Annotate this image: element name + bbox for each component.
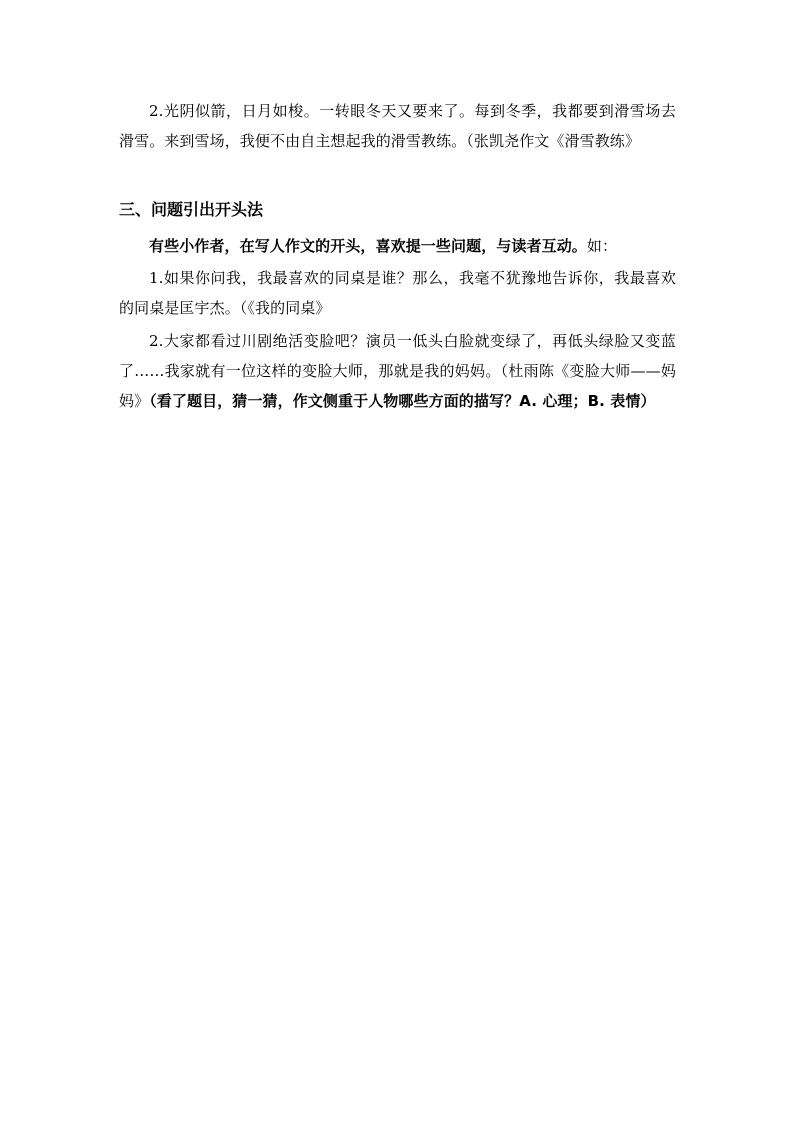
paragraph-text: 2.光阴似箭，日月如梭。一转眼冬天又要来了。每到冬季，我都要到滑雪场去滑雪。来到雪场，我便不由自主想起我的滑雪教练。（张凯尧作文《滑雪教练》	[119, 102, 676, 150]
section-heading: 三、问题引出开头法	[119, 200, 264, 219]
paragraph-example-1	[119, 263, 676, 323]
paragraph-example-2-skiing	[119, 96, 676, 156]
example-2-question: （看了题目，猜一猜，作文侧重于人物哪些方面的描写？A. 心理；B. 表情）	[149, 392, 656, 410]
intro-text: 有些小作者，在写人作文的开头，喜欢提一些问题，与读者互动。	[149, 237, 587, 255]
example-1-text: 1.如果你问我，我最喜欢的同桌是谁？那么，我毫不犹豫地告诉你，我最喜欢的同桌是匡宇杰。（《我的同桌》	[119, 269, 676, 317]
paragraph-example-2	[119, 326, 676, 416]
intro-suffix: 如：	[586, 237, 618, 255]
section-intro	[119, 231, 676, 261]
example-2-text: 2.大家都看过川剧绝活变脸吧？演员一低头白脸就变绿了，再低头绿脸又变蓝了……我家就有一位这样的变脸大师，那就是我的妈妈。（杜雨陈《变脸大师——妈妈》	[119, 332, 676, 410]
